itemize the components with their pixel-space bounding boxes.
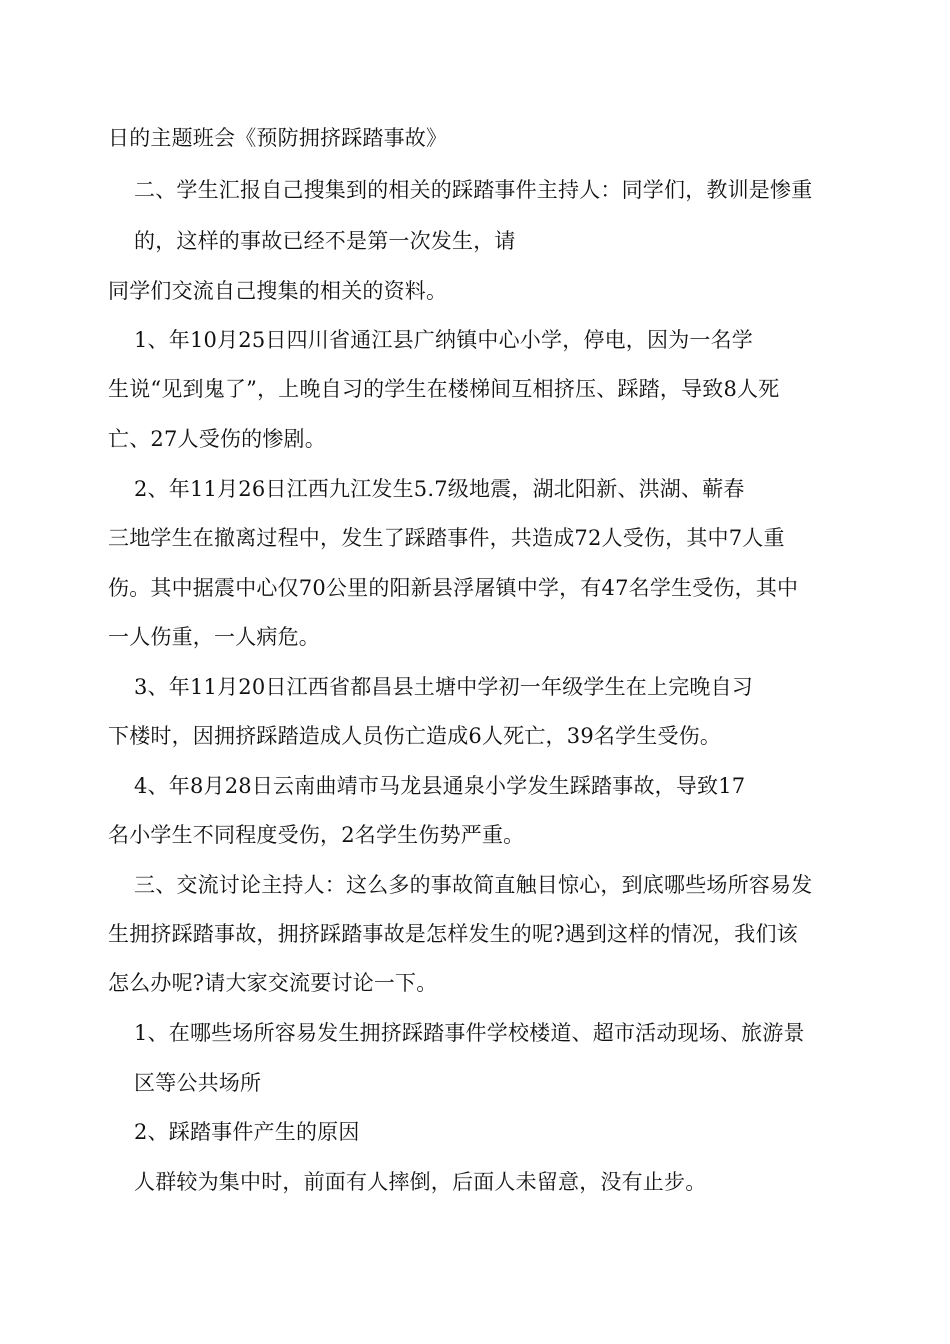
text-line-1: 日的主题班会《预防拥挤踩踏事故》	[108, 126, 448, 150]
text-line-4: 同学们交流自己搜集的相关的资料。	[108, 279, 448, 303]
text-line-10: 伤。其中据震中心仅70公里的阳新县浮屠镇中学，有47名学生受伤，其中	[108, 576, 799, 600]
text-line-21: 2、踩踏事件产生的原因	[134, 1120, 360, 1144]
text-line-2: 二、学生汇报自己搜集到的相关的踩踏事件主持人：同学们，教训是惨重	[134, 178, 813, 202]
text-line-16: 三、交流讨论主持人：这么多的事故简直触目惊心，到底哪些场所容易发	[134, 873, 813, 897]
text-line-14: 4、年8月28日云南曲靖市马龙县通泉小学发生踩踏事故，导致17	[134, 774, 746, 798]
text-line-18: 怎么办呢?请大家交流要讨论一下。	[108, 971, 438, 995]
text-line-11: 一人伤重，一人病危。	[108, 625, 320, 649]
text-line-15: 名小学生不同程度受伤，2名学生伤势严重。	[108, 823, 525, 847]
text-line-9: 三地学生在撤离过程中，发生了踩踏事件，共造成72人受伤，其中7人重	[108, 526, 785, 550]
text-line-19: 1、在哪些场所容易发生拥挤踩踏事件学校楼道、超市活动现场、旅游景	[134, 1021, 805, 1045]
text-line-7: 亡、27人受伤的惨剧。	[108, 427, 326, 451]
text-line-20: 区等公共场所	[134, 1071, 262, 1095]
text-line-13: 下楼时，因拥挤踩踏造成人员伤亡造成6人死亡，39名学生受伤。	[108, 724, 722, 748]
text-line-6: 生说“见到鬼了”，上晚自习的学生在楼梯间互相挤压、踩踏，导致8人死	[108, 377, 780, 401]
text-line-12: 3、年11月20日江西省都昌县土塘中学初一年级学生在上完晚自习	[134, 675, 754, 699]
text-line-5: 1、年10月25日四川省通江县广纳镇中心小学，停电，因为一名学	[134, 328, 754, 352]
text-line-8: 2、年11月26日江西九江发生5.7级地震，湖北阳新、洪湖、蕲春	[134, 477, 745, 501]
text-line-3: 的，这样的事故已经不是第一次发生，请	[134, 229, 516, 253]
text-line-22: 人群较为集中时，前面有人摔倒，后面人未留意，没有止步。	[134, 1170, 707, 1194]
text-line-17: 生拥挤踩踏事故，拥挤踩踏事故是怎样发生的呢?遇到这样的情况，我们该	[108, 922, 798, 946]
